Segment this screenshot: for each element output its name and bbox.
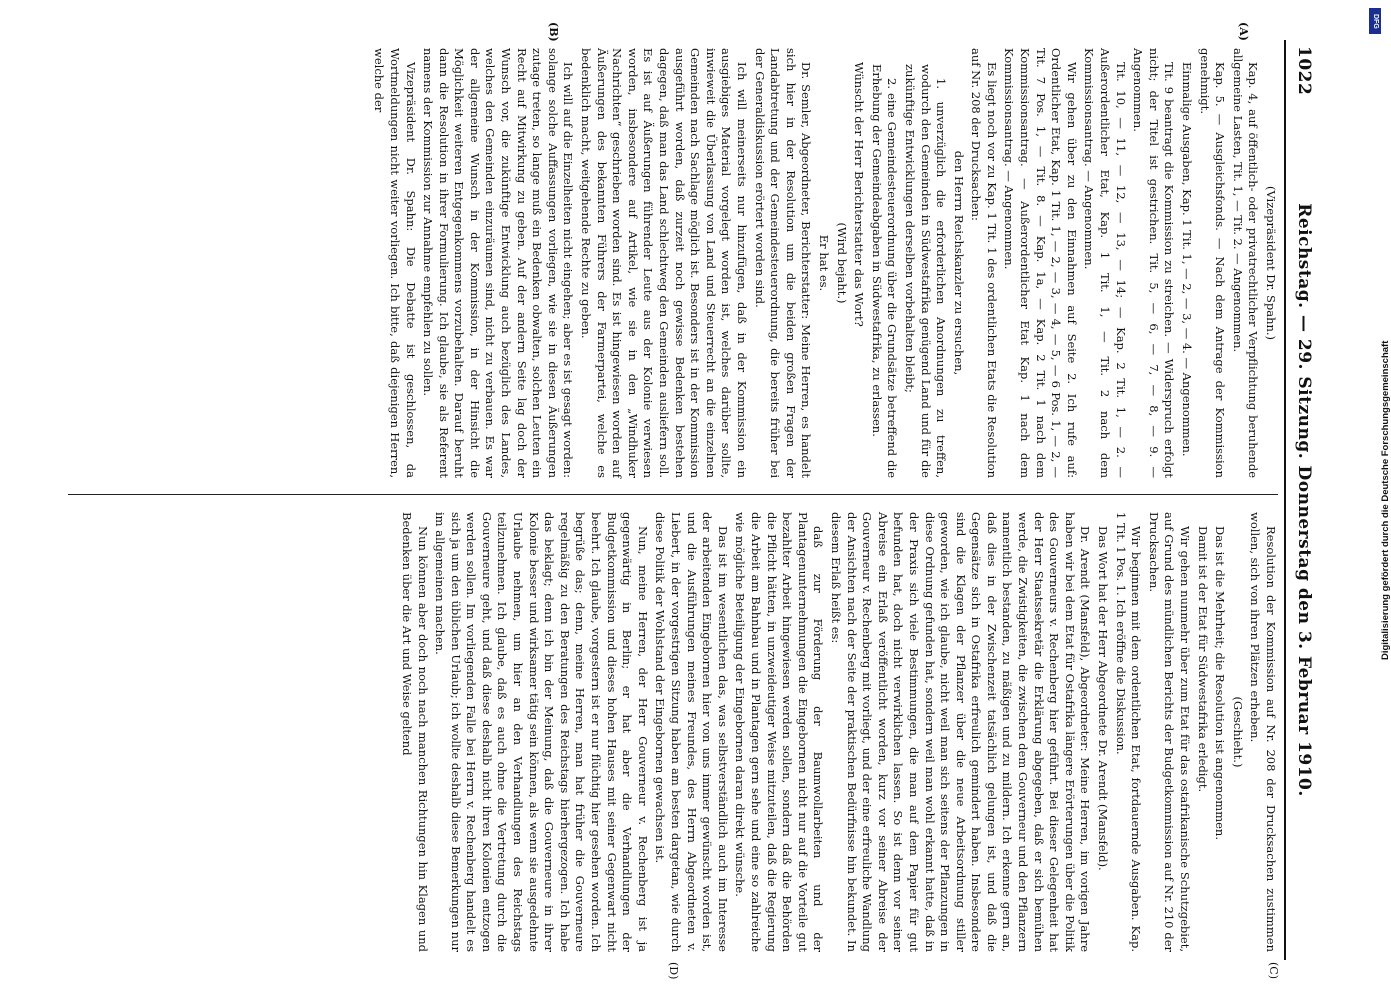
- margin-marker-a: (A): [1237, 22, 1250, 41]
- page-number: 1022: [1294, 46, 1314, 96]
- paragraph: Damit ist der Etat für Südwestafrika erledigt.: [1195, 526, 1210, 793]
- paragraph: (Wird bejaht.): [834, 222, 849, 304]
- paragraph: (Vizepräsident Dr. Spahn.): [1264, 185, 1278, 341]
- paragraph: Wir gehen nunmehr über zum Etat für das ostafrikanische Schutzgebiet, auf Grund des mündlichen Berichts der Budgetkommission auf Nr. 210 der Drucksachen.: [1146, 512, 1193, 952]
- paragraph: Wünscht der Herr Berichterstatter das Wort?: [852, 62, 867, 327]
- paragraph: den Herrn Reichskanzler zu ersuchen,: [951, 150, 966, 376]
- credit-text: Digitalisierung gefördert durch die Deutsche Forschungsgemeinschaft: [1380, 340, 1391, 660]
- margin-marker-b: (B): [547, 22, 560, 42]
- paragraph: Ich will auf die Einzelheiten nicht eingehen; aber es ist gesagt worden: solange solche Auffassungen vorliegen, wie sie in diesen Äußerungen zutage treten, so lange muß ein Bedenken obwalten, solchen Leuten ein Recht auf Mitwirkung zu geben. Auf der andern Seite lag doch der Wunsch vor, die zukünftige Entwicklung auch bezüglich des Landes, welches den Gemeinden einzuräumen sind, nicht zu verbauen. Es war der allgemeine Wunsch in der Kommission, in der Hinsicht die Möglichkeit weiteren Entgegenkommens vorzubehalten. Darauf beruht dann die Resolution in ihrer Formulierung. Ich glaube, sie als Referent namens der Kommission zur Annahme empfehlen zu sollen.: [421, 48, 576, 478]
- paragraph: Es liegt noch vor zu Kap. 1 Tit. 1 des ordentlichen Etats die Resolution auf Nr. 208 der Drucksachen:: [969, 48, 999, 478]
- dfg-logo: DFG: [1369, 8, 1381, 34]
- paragraph: Das ist die Mehrheit; die Resolution ist angenommen.: [1213, 526, 1228, 840]
- paragraph: Wir gehen über zu den Einnahmen auf Seite 2. Ich rufe auf: Ordentlicher Etat, Kap. 1 Tit. 1, — 2, — 3, — 4, — 5, — 6 Pos. 1, — 2, — Tit. 7 Pos. 1, — Tit. 8. — Kap. 1a, — Kap. 2 Tit. 1 nach dem Kommissionsantrag. — Außerordentlicher Etat Kap. 1 nach dem Kommissionsantrag. — Angenommen.: [1002, 48, 1079, 478]
- paragraph: Tit. 10, — 11, — 12, — 13, — 14; — Kap. 2 Tit. 1, — 2. — Außerordentlicher Etat, Kap. 1 Tit. 1, — Tit. 2 nach dem Kommissionsantrag. — Angenommen.: [1082, 48, 1128, 478]
- paragraph: 1. unverzüglich die erforderlichen Anordnungen zu treffen, wodurch den Gemeinden in Südwestafrika genügend Land und für die zukünftige Entwicklungen derselben vorbehalten bleibt;: [902, 64, 949, 478]
- margin-marker-d: (D): [667, 962, 680, 980]
- paragraph: Dr. Semler, Abgeordneter, Berichterstatter: Meine Herren, es handelt sich hier in der Resolution um die beiden großen Fragen der Landabtretung und der Gemeindesteuerordnung, die bereits früher bei der Generaldiskussion erörtert worden sind.: [752, 48, 814, 478]
- paragraph: Tit. 9 beantragt die Kommission zu streichen. — Widerspruch erfolgt nicht; der Titel ist gestrichen. Tit. 5, — 6, — 7, — 8, — 9. — Angenommen.: [1131, 48, 1177, 478]
- margin-marker-c: (C): [1267, 962, 1280, 979]
- paragraph: Ich will meinerseits nur hinzufügen, daß in der Kommission ein ausgiebiges Material vorgelegt worden ist, welches darüber sollte, inwieweit die Überlassung von Land und Steuerrecht an die einzelnen Gemeinden nach Sachlage möglich ist. Besonders ist in der Kommission ausgeführt worden, daß zurzeit noch gewisse Bedenken bestehen dagegen, daß man das Land schlechtweg den Gemeinden ausliefern soll. Es ist auf Äußerungen führender Leute aus der Kolonie verwiesen worden, insbesondere auf Artikel, wie sie in den „Windhuker Nachrichten“ geschrieben worden sind. Es ist hingewiesen worden auf Äußerungen des bekannten Führers der Farmerpartei, welche es bedenklich macht, weitgehende Rechte zu geben.: [579, 48, 749, 478]
- paragraph: Dr. Arendt (Mansfeld), Abgeordneter: Meine Herren, im vorigen Jahre haben wir bei dem Etat für Ostafrika längere Erörterungen über die Politik des Gouverneurs v. Rechenberg hier geführt. Bei dieser Gelegenheit hat der Herr Staatssekretär die Erklärung abgegeben, daß er sich bemühen werde, die Zwistigkeiten, die zwischen dem Gouverneur und den Pflanzern namentlich bestanden, zu mäßigen und zu mildern. Ich erkenne gern an, daß dies in der Zwischenzeit tatsächlich gelungen ist, und daß die Gegensätze sich in Ostafrika erfreulich gemindert haben. Insbesondere sind die Klagen der Pflanzer über die neue Arbeitsordnung stiller geworden, wie ich glaube, nicht weil man sich seitens der Pflanzungen in diese Ordnung gefunden hat, sondern weil man wohl erkannt hatte, daß in der Praxis sich viele Bestimmungen, die man auf dem Papier für gut befunden hat, doch nicht verwirklichen lassen. So ist denn vor seiner Abreise ein Erlaß veröffentlicht worden, kurz vor seiner Abreise der Gouverneur v. Rechenberg mit vorliegt, und der eine erfreuliche Wandlung der Ansichten nach der Seite der praktischen Bedürfnisse hin bekundet. In diesem Erlaß heißt es:: [828, 512, 1093, 952]
- paragraph: Das Wort hat der Herr Abgeordnete Dr. Arendt (Mansfeld).: [1096, 526, 1111, 871]
- paragraph: Er hat es.: [816, 234, 831, 292]
- paragraph: Das ist im wesentlichen das, was selbstverständlich auch im Interesse der arbeitenden Eingebornen hier von uns immer gewünscht worden ist, und die Ausführungen meines Freundes, des Herrn Abgeordneten v. Liebert, in der vorgestrigen Sitzung haben am besten dargetan, wie durch diese Politik der Wohlstand der Eingebornen gewachsen ist.: [653, 512, 730, 952]
- paragraph: Kap. 5. — Ausgleichsfonds. — Nach dem Antrage der Kommission genehmigt.: [1197, 48, 1228, 478]
- paragraph: Kap. 4, auf öffentlich- oder privatrechtlicher Verpflichtung beruhende allgemeine Lasten, Tit. 1, — Tit. 2. — Angenommen.: [1230, 48, 1261, 478]
- document-page: [60, 22, 1320, 980]
- paragraph: (Geschieht.): [1230, 696, 1245, 768]
- paragraph: Nun, meine Herren, der Herr Gouverneur v. Rechenberg ist ja gegenwärtig in Berlin; er hat aber die Verhandlungen der Budgetkommission und dieses hohen Hauses mit seiner Gegenwart nicht beehrt. Ich glaube, vorgestern ist er nur flüchtig hier gesehen worden. Ich begrüße das; denn, meine Herren, man hat früher die Gouverneure regelmäßig zu den Beratungen des Reichstags hierhergezogen. Ich habe das beklagt; denn ich bin der Meinung, daß die Gouverneure in ihrer Kolonie besser und wirksamer tätig sein können, als wenn sie ausgedehnte Urlaube nehmen, um hier an den Verhandlungen des Reichstags teilzunehmen. Ich glaube, daß es auch ohne die Vertretung durch die Gouverneure geht, und daß diese deshalb nicht ihren Kolonien entzogen werden sollen. Im vorliegenden Falle bei Herrn v. Rechenberg handelt es sich ja um den üblichen Urlaub; ich wollte deshalb diese Bemerkungen nur im allgemeinen machen.: [433, 512, 650, 952]
- page-title: Reichstag. — 29. Sitzung. Donnerstag den 3. Februar 1910.: [1294, 203, 1314, 797]
- right-text-column: [63, 512, 1278, 952]
- paragraph: 2. eine Gemeindesteuerordnung über die Grundsätze betreffend die Erhebung der Gemeindeabgaben in Südwestafrika, zu erlassen.: [869, 64, 900, 478]
- paragraph: Wir beginnen mit dem ordentlichen Etat, fortdauernde Ausgaben. Kap. 1 Tit. 1 Pos. 1. Ich eröffne die Diskussion.: [1113, 512, 1144, 952]
- column-divider: [68, 494, 1278, 495]
- digitization-credit: [1368, 40, 1391, 980]
- paragraph: Resolution der Kommission auf Nr. 208 der Drucksachen zustimmen wollen, sich von ihren Plätzen erheben.: [1248, 512, 1278, 952]
- paragraph: daß zur Förderung der Baumwollarbeiten und der Plantagenunternehmungen die Eingebornen nicht nur auf die Vorteile gut bezahlter Arbeit hingewiesen werden sollen, sondern daß die Behörden die Pflicht hätten, in unzweideutiger Weise mitzuteilen, daß die Regierung die Arbeit am Bahnbau und in Plantagen gern sehe und eine so zahlreiche wie mögliche Beteiligung der Eingebornen daran direkt wünsche.: [733, 512, 826, 952]
- paragraph: Einmalige Ausgaben, Kap. 1 Tit. 1, — 2, — 3, — 4. — Angenommen.: [1180, 62, 1195, 457]
- left-text-column: [63, 48, 1278, 478]
- page-header: [1284, 40, 1320, 960]
- paragraph: Nun können aber doch noch nach manchen Richtungen hin Klagen und Bedenken über die Art und Weise geltend: [399, 512, 430, 952]
- paragraph: Vizepräsident Dr. Spahn: Die Debatte ist geschlossen, da Wortmeldungen nicht weiter vorliegen. Ich bitte, daß diejenigen Herren, welche der: [372, 48, 418, 478]
